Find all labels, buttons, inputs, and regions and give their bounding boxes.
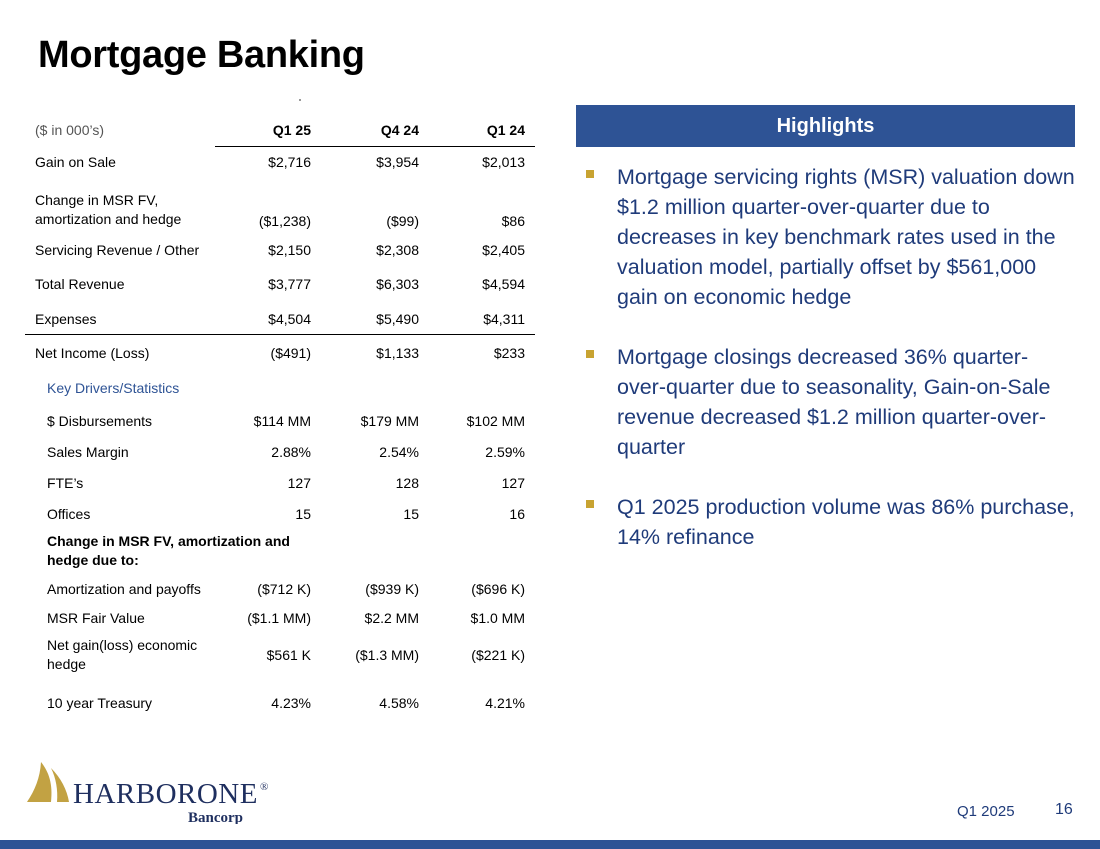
cell-value: $5,490 — [319, 304, 427, 335]
cell-value: $4,594 — [482, 276, 525, 292]
row-label: Sales Margin — [47, 443, 129, 460]
logo-registered: ® — [260, 781, 269, 793]
row-label: Amortization and payoffs — [47, 580, 201, 597]
cell-value: 4.58% — [379, 695, 419, 711]
table-row-sales-margin — [25, 436, 535, 467]
logo-name — [73, 778, 258, 810]
msr-section-title-line1: Change in MSR FV, amortization and — [47, 533, 290, 549]
highlight-text: Mortgage servicing rights (MSR) valuation down $1.2 million quarter-over-quarter due to decreases in key benchmark rates used in the valuation model, partially offset by $561,000 gain on economic hedge — [617, 165, 1075, 309]
column-header-q4-24: Q4 24 — [319, 114, 427, 147]
highlight-item — [586, 492, 1076, 552]
cell-value: $86 — [501, 213, 525, 229]
harborone-logo — [27, 762, 287, 824]
table-row-msr-fair-value — [25, 604, 535, 631]
table-row-servicing-revenue — [25, 235, 535, 264]
mortgage-banking-table — [25, 114, 535, 727]
bullet-square-icon — [586, 170, 594, 178]
cell-value: $2.2 MM — [364, 609, 419, 626]
cell-value: ($1,238) — [258, 213, 311, 229]
row-label: FTE’s — [47, 474, 84, 491]
table-row-ftes — [25, 467, 535, 498]
cell-value: ($491) — [270, 345, 311, 361]
cell-value: $233 — [493, 345, 525, 361]
cell-value: $1,133 — [376, 345, 419, 361]
cell-value: $2,716 — [268, 154, 311, 170]
cell-value: ($696 K) — [471, 580, 525, 597]
logo-name-part2: ONE — [196, 778, 258, 810]
cell-value: 2.54% — [379, 443, 419, 460]
msr-section-title-line2: hedge due to: — [47, 552, 139, 568]
cell-value: 15 — [295, 505, 311, 522]
column-header-q1-25: Q1 25 — [215, 114, 319, 147]
row-label: 10 year Treasury — [47, 695, 153, 711]
row-label: Offices — [47, 505, 91, 522]
row-label: Net Income (Loss) — [35, 345, 150, 361]
table-row-net-gain-hedge — [25, 631, 535, 679]
cell-value: $3,777 — [268, 276, 311, 292]
highlight-text: Mortgage closings decreased 36% quarter-over-quarter due to seasonality, Gain-on-Sale revenue decreased $1.2 million quarter-over-quarter — [617, 345, 1051, 459]
highlight-item — [586, 162, 1076, 312]
table-row-total-revenue — [25, 264, 535, 304]
sail-icon — [27, 762, 69, 802]
logo-sub: Bancorp — [188, 810, 244, 824]
row-label-line2: amortization and hedge — [35, 211, 182, 227]
bullet-square-icon — [586, 500, 594, 508]
row-label-line2: hedge — [47, 656, 86, 672]
row-label-line1: Net gain(loss) economic — [47, 637, 198, 653]
cell-value: 128 — [395, 474, 419, 491]
row-label: $ Disbursements — [47, 412, 153, 429]
cell-value: ($99) — [386, 213, 419, 229]
unit-label: ($ in 000’s) — [35, 122, 105, 139]
cell-value: 2.88% — [271, 443, 311, 460]
row-label: Total Revenue — [35, 276, 125, 292]
footer-quarter: Q1 2025 — [957, 803, 1015, 820]
highlights-header: Highlights — [576, 105, 1075, 147]
cell-value: $1.0 MM — [470, 609, 525, 626]
column-header-q1-24: Q1 24 — [427, 114, 535, 147]
row-label: Servicing Revenue / Other — [35, 241, 200, 258]
cell-value: $3,954 — [376, 154, 419, 170]
page-number: 16 — [1055, 801, 1073, 818]
cell-value: ($221 K) — [471, 647, 525, 663]
highlight-text: Q1 2025 production volume was 86% purchase, 14% refinance — [617, 495, 1075, 549]
row-label — [25, 631, 215, 679]
cell-value: 15 — [403, 505, 419, 522]
cell-value: ($939 K) — [365, 580, 419, 597]
cell-value: $4,504 — [215, 304, 319, 335]
table-row-change-in-msr — [25, 177, 535, 235]
row-label: MSR Fair Value — [47, 609, 145, 626]
cell-value: 4.23% — [271, 695, 311, 711]
cell-value: 127 — [501, 474, 525, 491]
row-label: Gain on Sale — [35, 153, 116, 170]
row-label — [25, 177, 215, 235]
cell-value: 127 — [287, 474, 311, 491]
cell-value: $2,405 — [482, 241, 525, 258]
table-row-expenses — [25, 304, 535, 335]
table-row-amortization — [25, 573, 535, 604]
cell-value: $2,150 — [268, 241, 311, 258]
table-header-row — [25, 114, 535, 147]
cell-value: ($712 K) — [257, 580, 311, 597]
table-row-offices — [25, 498, 535, 529]
cell-value: $6,303 — [376, 276, 419, 292]
cell-value: $2,013 — [482, 154, 525, 170]
msr-section-header-row — [25, 529, 535, 573]
table-row-disbursements — [25, 405, 535, 436]
cell-value: ($1.3 MM) — [355, 647, 419, 663]
msr-section-title — [25, 529, 535, 573]
highlight-item — [586, 342, 1076, 462]
table-row-net-income — [25, 335, 535, 372]
cell-value: ($1.1 MM) — [247, 609, 311, 626]
cell-value: $114 MM — [253, 412, 311, 429]
table-row-10-year-treasury — [25, 679, 535, 727]
cell-value: 16 — [509, 505, 525, 522]
cell-value: $102 MM — [466, 412, 525, 429]
cell-value: 4.21% — [485, 695, 525, 711]
cell-value: $4,311 — [427, 304, 535, 335]
cell-value: $179 MM — [360, 412, 419, 429]
highlights-list — [586, 162, 1076, 582]
cell-value: $2,308 — [376, 241, 419, 258]
row-label: Expenses — [25, 304, 215, 335]
bottom-bar — [0, 840, 1100, 849]
table-row-gain-on-sale — [25, 147, 535, 178]
bullet-square-icon — [586, 350, 594, 358]
decorative-dot — [299, 99, 301, 101]
page-title: Mortgage Banking — [38, 34, 365, 76]
cell-value: 2.59% — [485, 443, 525, 460]
cell-value: $561 K — [266, 647, 311, 663]
row-label-line1: Change in MSR FV, — [35, 192, 159, 208]
logo-name-part1: HARBOR — [73, 778, 197, 810]
key-drivers-title: Key Drivers/Statistics — [47, 380, 180, 396]
key-drivers-header-row — [25, 371, 535, 405]
